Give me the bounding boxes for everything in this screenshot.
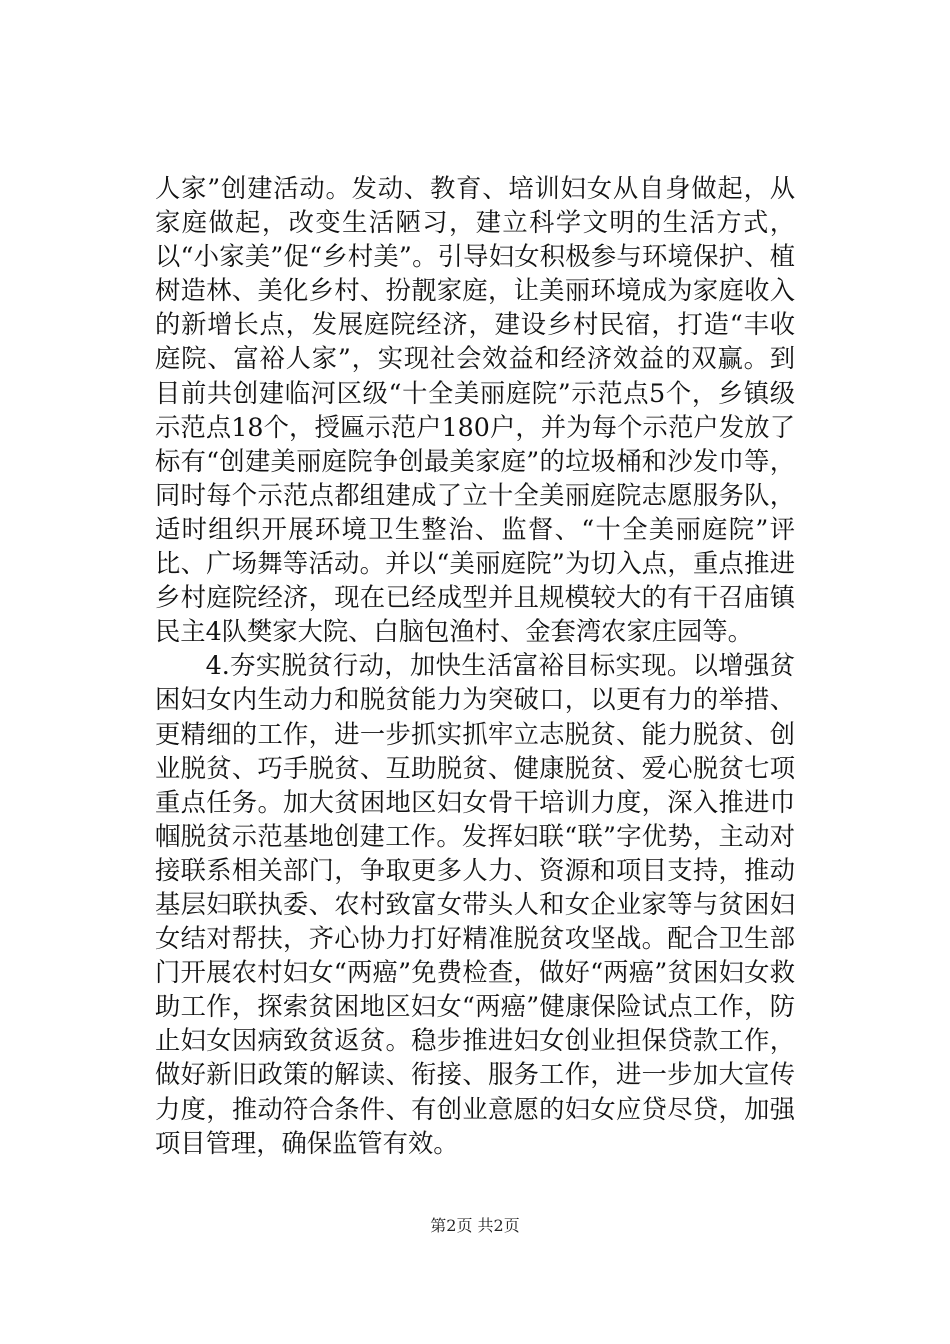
document-body	[155, 172, 795, 1161]
page-number-footer: 第2页 共2页	[430, 1216, 520, 1235]
paragraph-item-4: 4.夯实脱贫行动，加快生活富裕目标实现。以增强贫困妇女内生动力和脱贫能力为突破口，以更有力的举措、更精细的工作，进一步抓实抓牢立志脱贫、能力脱贫、创业脱贫、巧手脱贫、互助脱贫、健康脱贫、爱心脱贫七项重点任务。加大贫困地区妇女骨干培训力度，深入推进巾帼脱贫示范基地创建工作。发挥妇联“联”字优势，主动对接联系相关部门，争取更多人力、资源和项目支持，推动基层妇联执委、农村致富女带头人和女企业家等与贫困妇女结对帮扶，齐心协力打好精准脱贫攻坚战。配合卫生部门开展农村妇女“两癌”免费检查，做好“两癌”贫困妇女救助工作，探索贫困地区妇女“两癌”健康保险试点工作，防止妇女因病致贫返贫。稳步推进妇女创业担保贷款工作，做好新旧政策的解读、衔接、服务工作，进一步加大宣传力度，推动符合条件、有创业意愿的妇女应贷尽贷，加强项目管理，确保监管有效。	[155, 651, 795, 1158]
paragraph-continuation: 人家”创建活动。发动、教育、培训妇女从自身做起，从家庭做起，改变生活陋习，建立科学文明的生活方式，以“小家美”促“乡村美”。引导妇女积极参与环境保护、植树造林、美化乡村、扮靓家庭，让美丽环境成为家庭收入的新增长点，发展庭院经济，建设乡村民宿，打造“丰收庭院、富裕人家”，实现社会效益和经济效益的双赢。到目前共创建临河区级“十全美丽庭院”示范点5个，乡镇级示范点18个，授匾示范户180户，并为每个示范户发放了标有“创建美丽庭院争创最美家庭”的垃圾桶和沙发巾等，同时每个示范点都组建成了立十全美丽庭院志愿服务队，适时组织开展环境卫生整治、监督、“十全美丽庭院”评比、广场舞等活动。并以“美丽庭院”为切入点，重点推进乡村庭院经济，现在已经成型并且规模较大的有干召庙镇民主4队樊家大院、白脑包渔村、金套湾农家庄园等。	[155, 174, 795, 647]
